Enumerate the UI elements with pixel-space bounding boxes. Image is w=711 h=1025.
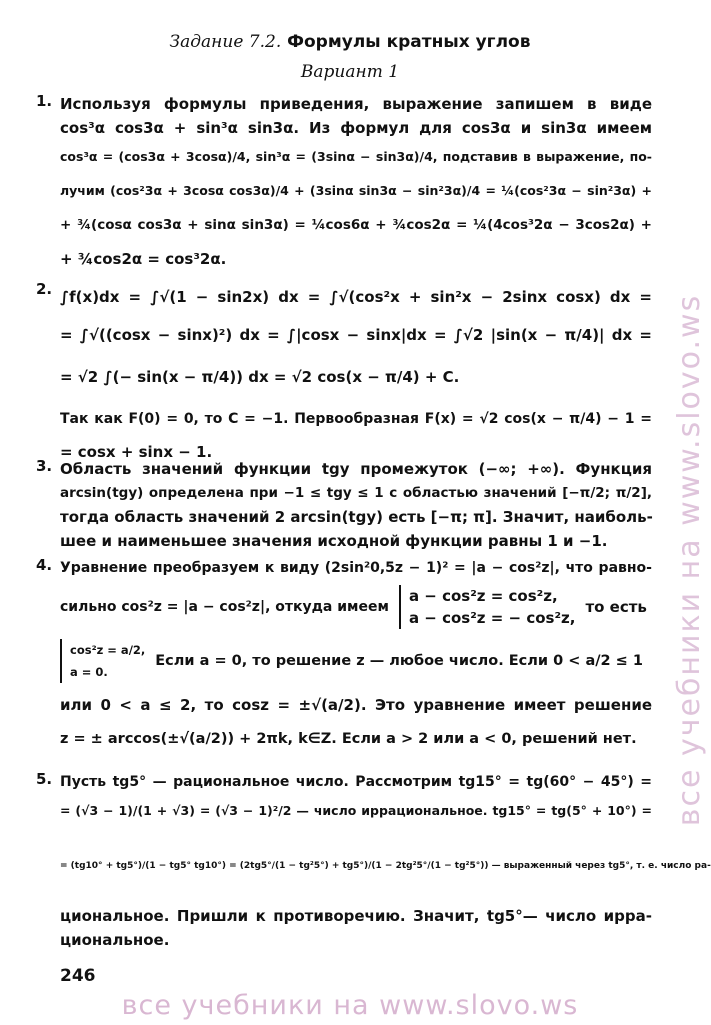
solution-line: z = ± arccos(±√(a/2)) + 2πk, k∈Z. Если a > 2 или a < 0, решений нет. — [60, 731, 637, 747]
solution-item-5 — [36, 770, 711, 952]
solution-line: тогда область значений 2 arcsin(tgy) есть [−π; π]. Значит, наиболь- — [60, 508, 653, 526]
item-number: 5. — [36, 770, 53, 788]
solution-line: Используя формулы приведения, выражение запишем в виде — [60, 95, 652, 113]
solution-line: = √2 ∫(− sin(x − π/4)) dx = √2 cos(x − π/4) + C. — [60, 368, 460, 386]
solution-line: Если a = 0, то решение z — любое число. Если 0 < a/2 ≤ 1 — [155, 653, 643, 669]
solution-line: cos³α = (cos3α + 3cosα)/4, sin³α = (3sinα − sin3α)/4, подставив в выражение, по- — [60, 149, 652, 164]
system-row — [60, 634, 652, 688]
page-number: 246 — [60, 966, 96, 986]
system-equation: cos²z = a/2, — [70, 643, 146, 657]
variant-heading: Вариант 1 — [300, 62, 400, 82]
item-number: 3. — [36, 457, 53, 475]
solution-line: то есть — [585, 598, 647, 616]
solution-line: Уравнение преобразуем к виду (2sin²0,5z − 1)² = |a − cos²z|, что равно- — [60, 560, 652, 576]
system-row — [60, 580, 652, 634]
solution-line: = cosx + sinx − 1. — [60, 443, 213, 461]
solution-line: = (tg10° + tg5°)/(1 − tg5° tg10°) = (2tg5°/(1 − tg²5°) + tg5°)/(1 − 2tg²5°/(1 − tg²5°)) — выраженный через tg5°, т. е. число ра- — [60, 861, 711, 871]
task-title: Формулы кратных углов — [287, 32, 531, 52]
equation-system — [60, 639, 145, 683]
solution-line: Пусть tg5° — рациональное число. Рассмотрим tg15° = tg(60° − 45°) = — [60, 774, 652, 790]
solution-line: сильно cos²z = |a − cos²z|, откуда имеем — [60, 599, 389, 615]
solution-line: или 0 < a ≤ 2, то cosz = ±√(a/2). Это уравнение имеет решение — [60, 696, 652, 714]
solution-line: шее и наименьшее значения исходной функции равны 1 и −1. — [60, 532, 608, 550]
equation-system — [399, 585, 576, 629]
solution-line: циональное. Пришли к противоречию. Значит, tg5°— число ирра- — [60, 907, 652, 925]
side-watermark: все учебники на www.slovo.ws — [672, 293, 707, 827]
solution-line: + ¾(cosα cos3α + sinα sin3α) = ¼cos6α + ¾cos2α = ¼(4cos³2α − 3cos2α) + — [60, 217, 652, 233]
solution-item-1 — [36, 92, 652, 276]
bottom-watermark[interactable]: все учебники на www.slovo.ws — [121, 990, 579, 1021]
solution-line: Так как F(0) = 0, то C = −1. Первообразная F(x) = √2 cos(x − π/4) − 1 = — [60, 411, 652, 427]
solution-item-4 — [36, 556, 652, 756]
solution-line: циональное. — [60, 931, 170, 949]
solution-line: лучим (cos²3α + 3cosα cos3α)/4 + (3sinα sin3α − sin²3α)/4 = ¼(cos²3α − sin²3α) + — [60, 183, 652, 198]
solution-line: = ∫√((cosx − sinx)²) dx = ∫|cosx − sinx|dx = ∫√2 |sin(x − π/4)| dx = — [60, 326, 652, 344]
task-heading — [0, 32, 700, 52]
item-number: 4. — [36, 556, 53, 574]
solution-line: = (√3 − 1)/(1 + √3) = (√3 − 1)²/2 — число иррациональное. tg15° = tg(5° + 10°) = — [60, 803, 652, 818]
solution-line: ∫f(x)dx = ∫√(1 − sin2x) dx = ∫√(cos²x + sin²x − 2sinx cosx) dx = — [60, 288, 652, 306]
solution-line: arcsin(tgy) определена при −1 ≤ tgy ≤ 1 с областью значений [−π/2; π/2], — [60, 485, 652, 501]
item-number: 1. — [36, 92, 53, 110]
item-number: 2. — [36, 280, 53, 298]
solution-item-2 — [36, 280, 652, 464]
solution-line: Область значений функции tgy промежуток (−∞; +∞). Функция — [60, 460, 652, 478]
solution-line: cos³α cos3α + sin³α sin3α. Из формул для cos3α и sin3α имеем — [60, 119, 652, 137]
system-equation: a − cos²z = cos²z, — [408, 587, 558, 605]
task-label: Задание 7.2. — [169, 32, 282, 52]
system-equation: a − cos²z = − cos²z, — [408, 609, 576, 627]
system-equation: a = 0. — [70, 665, 108, 679]
solution-line: + ¾cos2α = cos³2α. — [60, 250, 227, 268]
faint-watermark — [120, 498, 580, 532]
